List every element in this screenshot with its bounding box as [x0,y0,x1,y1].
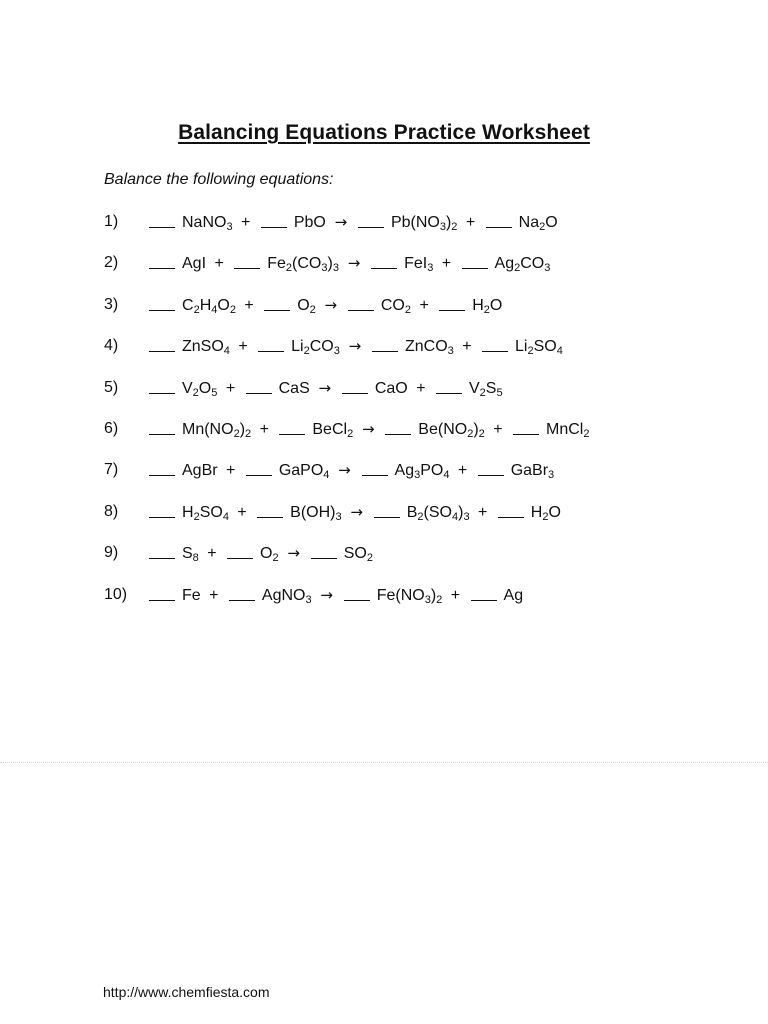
equation-number: 7) [104,461,119,479]
coefficient-blank[interactable] [439,294,465,311]
coefficient-blank[interactable] [234,252,260,269]
plus-sign: + [233,338,253,356]
equation-number: 6) [104,419,119,437]
subscript: 2 [366,552,373,565]
equation-number: 8) [104,502,119,520]
coefficient-blank[interactable] [149,459,175,476]
coefficient-blank[interactable] [149,377,175,394]
coefficient-blank[interactable] [264,294,290,311]
coefficient-blank[interactable] [149,418,175,435]
plus-sign: + [411,379,430,397]
reaction-arrow-icon: → [333,461,356,480]
chemical-formula: NaNO$_3$ [182,214,233,233]
subscript: 3 [424,593,431,606]
chemical-formula: $Ag_3PO_4$ [394,462,450,482]
chemical-formula: ZnSO$_4$ [182,338,230,358]
equation-number: 2) [104,254,119,272]
equation-number: 1) [104,213,119,230]
coefficient-blank[interactable] [362,459,388,476]
chemical-formula: FeI$_3$ [404,255,434,275]
subscript: 3 [335,510,342,523]
chemical-formula: $Be(NO_2)_2$ [418,420,485,440]
equation-number: 3) [104,295,119,313]
subscript: 2 [583,427,590,440]
reaction-arrow-icon: → [357,419,380,438]
equation-row [0,332,768,373]
plus-sign: + [437,255,456,273]
coefficient-blank[interactable] [486,211,512,228]
reaction-arrow-icon: → [282,544,305,563]
coefficient-blank[interactable] [342,377,368,394]
subscript: 2 [309,303,316,316]
coefficient-blank[interactable] [149,211,175,228]
chemical-formula: $Fe(NO_3)_2$ [376,586,443,606]
subscript: 2 [451,221,458,233]
coefficient-blank[interactable] [149,584,175,601]
chemical-formula: $H_2SO_4$ [182,503,229,523]
subscript: 5 [211,386,218,399]
subscript: 2 [229,303,236,316]
subscript: 3 [414,469,421,482]
subscript: 2 [404,303,411,316]
coefficient-blank[interactable] [372,335,398,352]
chemical-formula: $B_2(SO_4)_3$ [406,503,470,523]
subscript: 3 [447,345,454,358]
chemical-formula: AgBr [182,462,218,480]
equation-row [0,581,768,622]
coefficient-blank[interactable] [348,294,374,311]
coefficient-blank[interactable] [471,584,497,601]
equation-number: 9) [104,544,119,562]
coefficient-blank[interactable] [227,542,253,559]
equation-row [0,415,768,456]
equation-number: 4) [104,337,119,355]
chemical-formula: $SO_2$ [343,545,373,565]
plus-sign: + [221,379,240,397]
subscript: 3 [333,345,340,358]
plus-sign: + [453,462,472,480]
coefficient-blank[interactable] [149,501,175,518]
reaction-arrow-icon: → [313,378,336,397]
chemical-formula: AgI [182,255,207,273]
coefficient-blank[interactable] [261,211,287,228]
subscript: 2 [233,427,240,440]
plus-sign: + [457,338,476,356]
plus-sign: + [239,296,259,314]
subscript: 4 [451,510,459,523]
equation-row [0,291,768,332]
chemical-formula: $C_2H_4O_2$ [182,296,236,316]
chemical-formula: CaO [374,379,408,397]
equation-number: 5) [104,378,119,396]
chemical-formula: $V_2S_5$ [468,379,503,399]
chemical-formula: $Pb(NO_3)_2$ [390,214,458,233]
equation-row [0,374,768,415]
subscript: 4 [223,345,230,358]
coefficient-blank[interactable] [258,335,284,352]
coefficient-blank[interactable] [385,418,411,435]
chemical-formula: $Na_2O$ [518,214,558,233]
subscript: 2 [272,552,279,565]
chemical-formula: $Fe_2(CO_3)_3$ [267,255,339,275]
subscript: 3 [544,262,551,275]
footer-url: http://www.chemfiesta.com [103,984,270,1000]
coefficient-blank[interactable] [149,252,175,269]
subscript: 2 [467,427,474,440]
plus-sign: + [415,296,434,314]
chemical-formula: PbO [293,214,326,231]
coefficient-blank[interactable] [436,377,462,394]
coefficient-blank[interactable] [371,252,397,269]
coefficient-blank[interactable] [358,211,384,228]
coefficient-blank[interactable] [478,459,504,476]
subscript: 3 [548,469,555,482]
equation-body [149,498,561,527]
subscript: 3 [321,262,328,275]
equation-body [149,581,523,610]
coefficient-blank[interactable] [344,584,370,601]
plus-sign: + [221,462,240,480]
chemical-formula: $H_2O$ [472,296,503,316]
subscript: 3 [226,221,233,233]
chemical-formula: GaPO$_4$ [278,462,330,482]
coefficient-blank[interactable] [374,501,400,518]
plus-sign: + [473,503,492,521]
equation-row [0,249,768,290]
page-title: Balancing Equations Practice Worksheet [178,121,590,144]
subscript: 4 [556,345,563,358]
chemical-formula: $H_2O$ [530,503,561,523]
chemical-formula: GaBr$_3$ [510,462,555,482]
subscript: 3 [305,593,312,606]
coefficient-blank[interactable] [229,584,255,601]
subscript: 2 [193,303,200,316]
coefficient-blank[interactable] [149,335,175,352]
subscript: 2 [478,427,485,440]
subscript: 2 [483,303,490,316]
coefficient-blank[interactable] [246,377,272,394]
equation-body [149,291,502,320]
page-divider [0,762,768,763]
chemical-formula: CaS [278,379,310,397]
subscript: 2 [285,262,293,275]
coefficient-blank[interactable] [246,459,272,476]
subscript: 2 [193,510,200,523]
subscript: 2 [436,593,443,606]
chemical-formula: $S_8$ [182,545,199,565]
subscript: 4 [443,469,450,482]
subscript: 2 [542,510,549,523]
subscript: 2 [245,427,252,440]
chemical-formula: $Ag_2CO_3$ [494,255,551,275]
plus-sign: + [204,586,223,604]
chemical-formula: Ag [503,586,524,604]
coefficient-blank[interactable] [149,294,175,311]
chemical-formula: BeCl$_2$ [312,420,354,440]
chemical-formula: $O_2$ [297,296,316,316]
reaction-arrow-icon: → [315,585,338,604]
subscript: 2 [527,345,534,358]
reaction-arrow-icon: → [329,213,352,231]
coefficient-blank[interactable] [482,335,508,352]
equation-row [0,456,768,497]
chemical-formula: MnCl$_2$ [546,420,590,440]
chemical-formula: $CO_2$ [380,296,411,316]
plus-sign: + [488,420,508,438]
plus-sign: + [446,586,465,604]
chemical-formula: $O_2$ [260,545,279,565]
subscript: 2 [192,386,199,399]
chemical-formula: $Li_2SO_4$ [515,338,563,358]
equation-row [0,539,768,580]
equation-list [0,208,768,622]
chemical-formula: $Li_2CO_3$ [291,338,340,358]
equation-body [149,539,373,568]
coefficient-blank[interactable] [513,418,539,435]
subscript: 8 [192,552,199,565]
equation-body [149,208,558,237]
plus-sign: + [236,214,255,231]
equation-body [149,332,563,361]
subscript: 2 [479,386,486,399]
plus-sign: + [255,420,274,438]
instructions-text: Balance the following equations: [104,171,334,188]
reaction-arrow-icon: → [343,337,366,356]
equation-row [0,208,768,249]
reaction-arrow-icon: → [342,254,366,273]
plus-sign: + [202,545,222,563]
reaction-arrow-icon: → [319,295,342,314]
subscript: 4 [211,303,218,316]
coefficient-blank[interactable] [257,501,283,518]
subscript: 2 [417,510,424,523]
equation-body [149,249,550,278]
chemical-formula: $V_2O_5$ [182,379,218,399]
reaction-arrow-icon: → [345,502,368,521]
subscript: 2 [514,262,521,275]
chemical-formula: AgNO$_3$ [261,586,312,606]
coefficient-blank[interactable] [498,501,524,518]
chemical-formula: ZnCO$_3$ [404,338,454,358]
chemical-formula: $Mn(NO_2)_2$ [182,420,252,440]
subscript: 4 [323,469,330,482]
subscript: 3 [427,262,434,275]
subscript: 4 [222,510,229,523]
subscript: 3 [332,262,339,275]
subscript: 2 [303,345,310,358]
equation-body [149,415,589,444]
coefficient-blank[interactable] [279,418,305,435]
coefficient-blank[interactable] [462,252,488,269]
plus-sign: + [232,503,252,521]
equation-row [0,498,768,539]
plus-sign: + [210,255,229,273]
plus-sign: + [461,214,480,231]
coefficient-blank[interactable] [149,542,175,559]
equation-body [149,456,554,485]
subscript: 5 [496,386,503,399]
equation-number: 10) [104,585,128,603]
subscript: 2 [347,427,354,440]
chemical-formula: $B(OH)_3$ [290,503,342,523]
subscript: 3 [439,221,446,233]
chemical-formula: Fe [182,586,201,604]
coefficient-blank[interactable] [311,542,337,559]
subscript: 3 [463,510,470,523]
subscript: 2 [539,221,546,233]
equation-body [149,374,503,403]
